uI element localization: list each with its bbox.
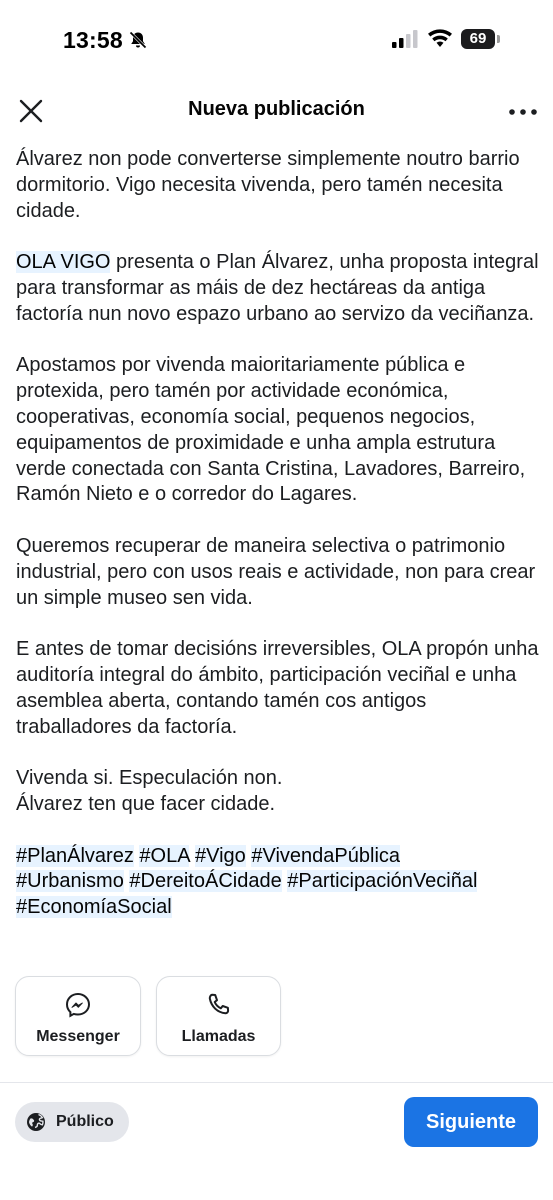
- hashtag[interactable]: #PlanÁlvarez: [16, 844, 134, 867]
- battery-tip: [497, 35, 500, 43]
- post-paragraph: Apostamos por vivenda maioritariamente pública e protexida, pero tamén por actividade económica, cooperativas, economía social, pequenos negocios, equipamentos de proximidade e unha ampla estrutura verde conectada con Santa Cristina, Lavadores, Barreiro, Ramón Nieto e o corredor do Lagares.: [16, 354, 526, 506]
- audience-label: Público: [56, 1113, 114, 1130]
- hashtag[interactable]: #VivendaPública: [251, 844, 401, 867]
- page-mention[interactable]: OLA VIGO: [16, 251, 111, 274]
- share-option-label: Messenger: [36, 1028, 120, 1045]
- status-bar: [0, 0, 553, 80]
- post-line: Vivenda si. Especulación non.: [16, 767, 283, 790]
- hashtag[interactable]: #EconomíaSocial: [16, 896, 172, 919]
- hashtag[interactable]: #ParticipaciónVeciñal: [287, 870, 478, 893]
- share-option-label: Llamadas: [181, 1028, 256, 1045]
- cellular-signal-icon: [392, 30, 418, 53]
- hashtag[interactable]: #Vigo: [195, 844, 246, 867]
- post-paragraph: E antes de tomar decisións irreversibles, OLA propón unha auditoría integral do ámbito, participación veciñal e unha asemblea aberta, contando tamén cos antigos traballadores da factoría.: [16, 638, 539, 738]
- post-text: presenta o Plan Álvarez, unha proposta integral para transformar as máis de dez hectáreas da antiga factoría nun novo espazo urbano ao servizo da veciñanza.: [16, 251, 539, 325]
- status-time: 13:58: [63, 27, 123, 53]
- next-button[interactable]: Siguiente: [404, 1097, 538, 1147]
- page-title: Nueva publicación: [188, 98, 365, 120]
- globe-icon: [26, 1112, 46, 1132]
- composer-header: [0, 88, 553, 132]
- hashtag[interactable]: #DereitoÁCidade: [129, 870, 282, 893]
- battery-level: 69: [461, 29, 495, 49]
- mute-bell-icon: [128, 30, 148, 55]
- share-messenger-button[interactable]: [15, 976, 141, 1056]
- wifi-icon: [427, 28, 453, 53]
- share-calls-button[interactable]: [156, 976, 281, 1056]
- hashtag[interactable]: #Urbanismo: [16, 870, 124, 893]
- more-options-icon[interactable]: [508, 104, 538, 114]
- post-paragraph: Queremos recuperar de maneira selectiva o patrimonio industrial, pero con usos reais e actividade, non para crear un simple museo sen vida.: [16, 534, 536, 609]
- post-paragraph: [16, 766, 544, 818]
- post-line: Álvarez ten que facer cidade.: [16, 792, 276, 815]
- footer-divider: [0, 1082, 553, 1083]
- hashtag-list: [16, 844, 544, 921]
- phone-icon: [206, 992, 232, 1018]
- post-text-editor[interactable]: [16, 147, 544, 921]
- hashtag[interactable]: #OLA: [139, 844, 190, 867]
- post-paragraph: [16, 250, 544, 327]
- audience-selector[interactable]: [15, 1102, 129, 1142]
- post-paragraph: Álvarez non pode converterse simplemente noutro barrio dormitorio. Vigo necesita vivenda, pero tamén necesita cidade.: [16, 148, 520, 222]
- messenger-icon: [65, 992, 91, 1018]
